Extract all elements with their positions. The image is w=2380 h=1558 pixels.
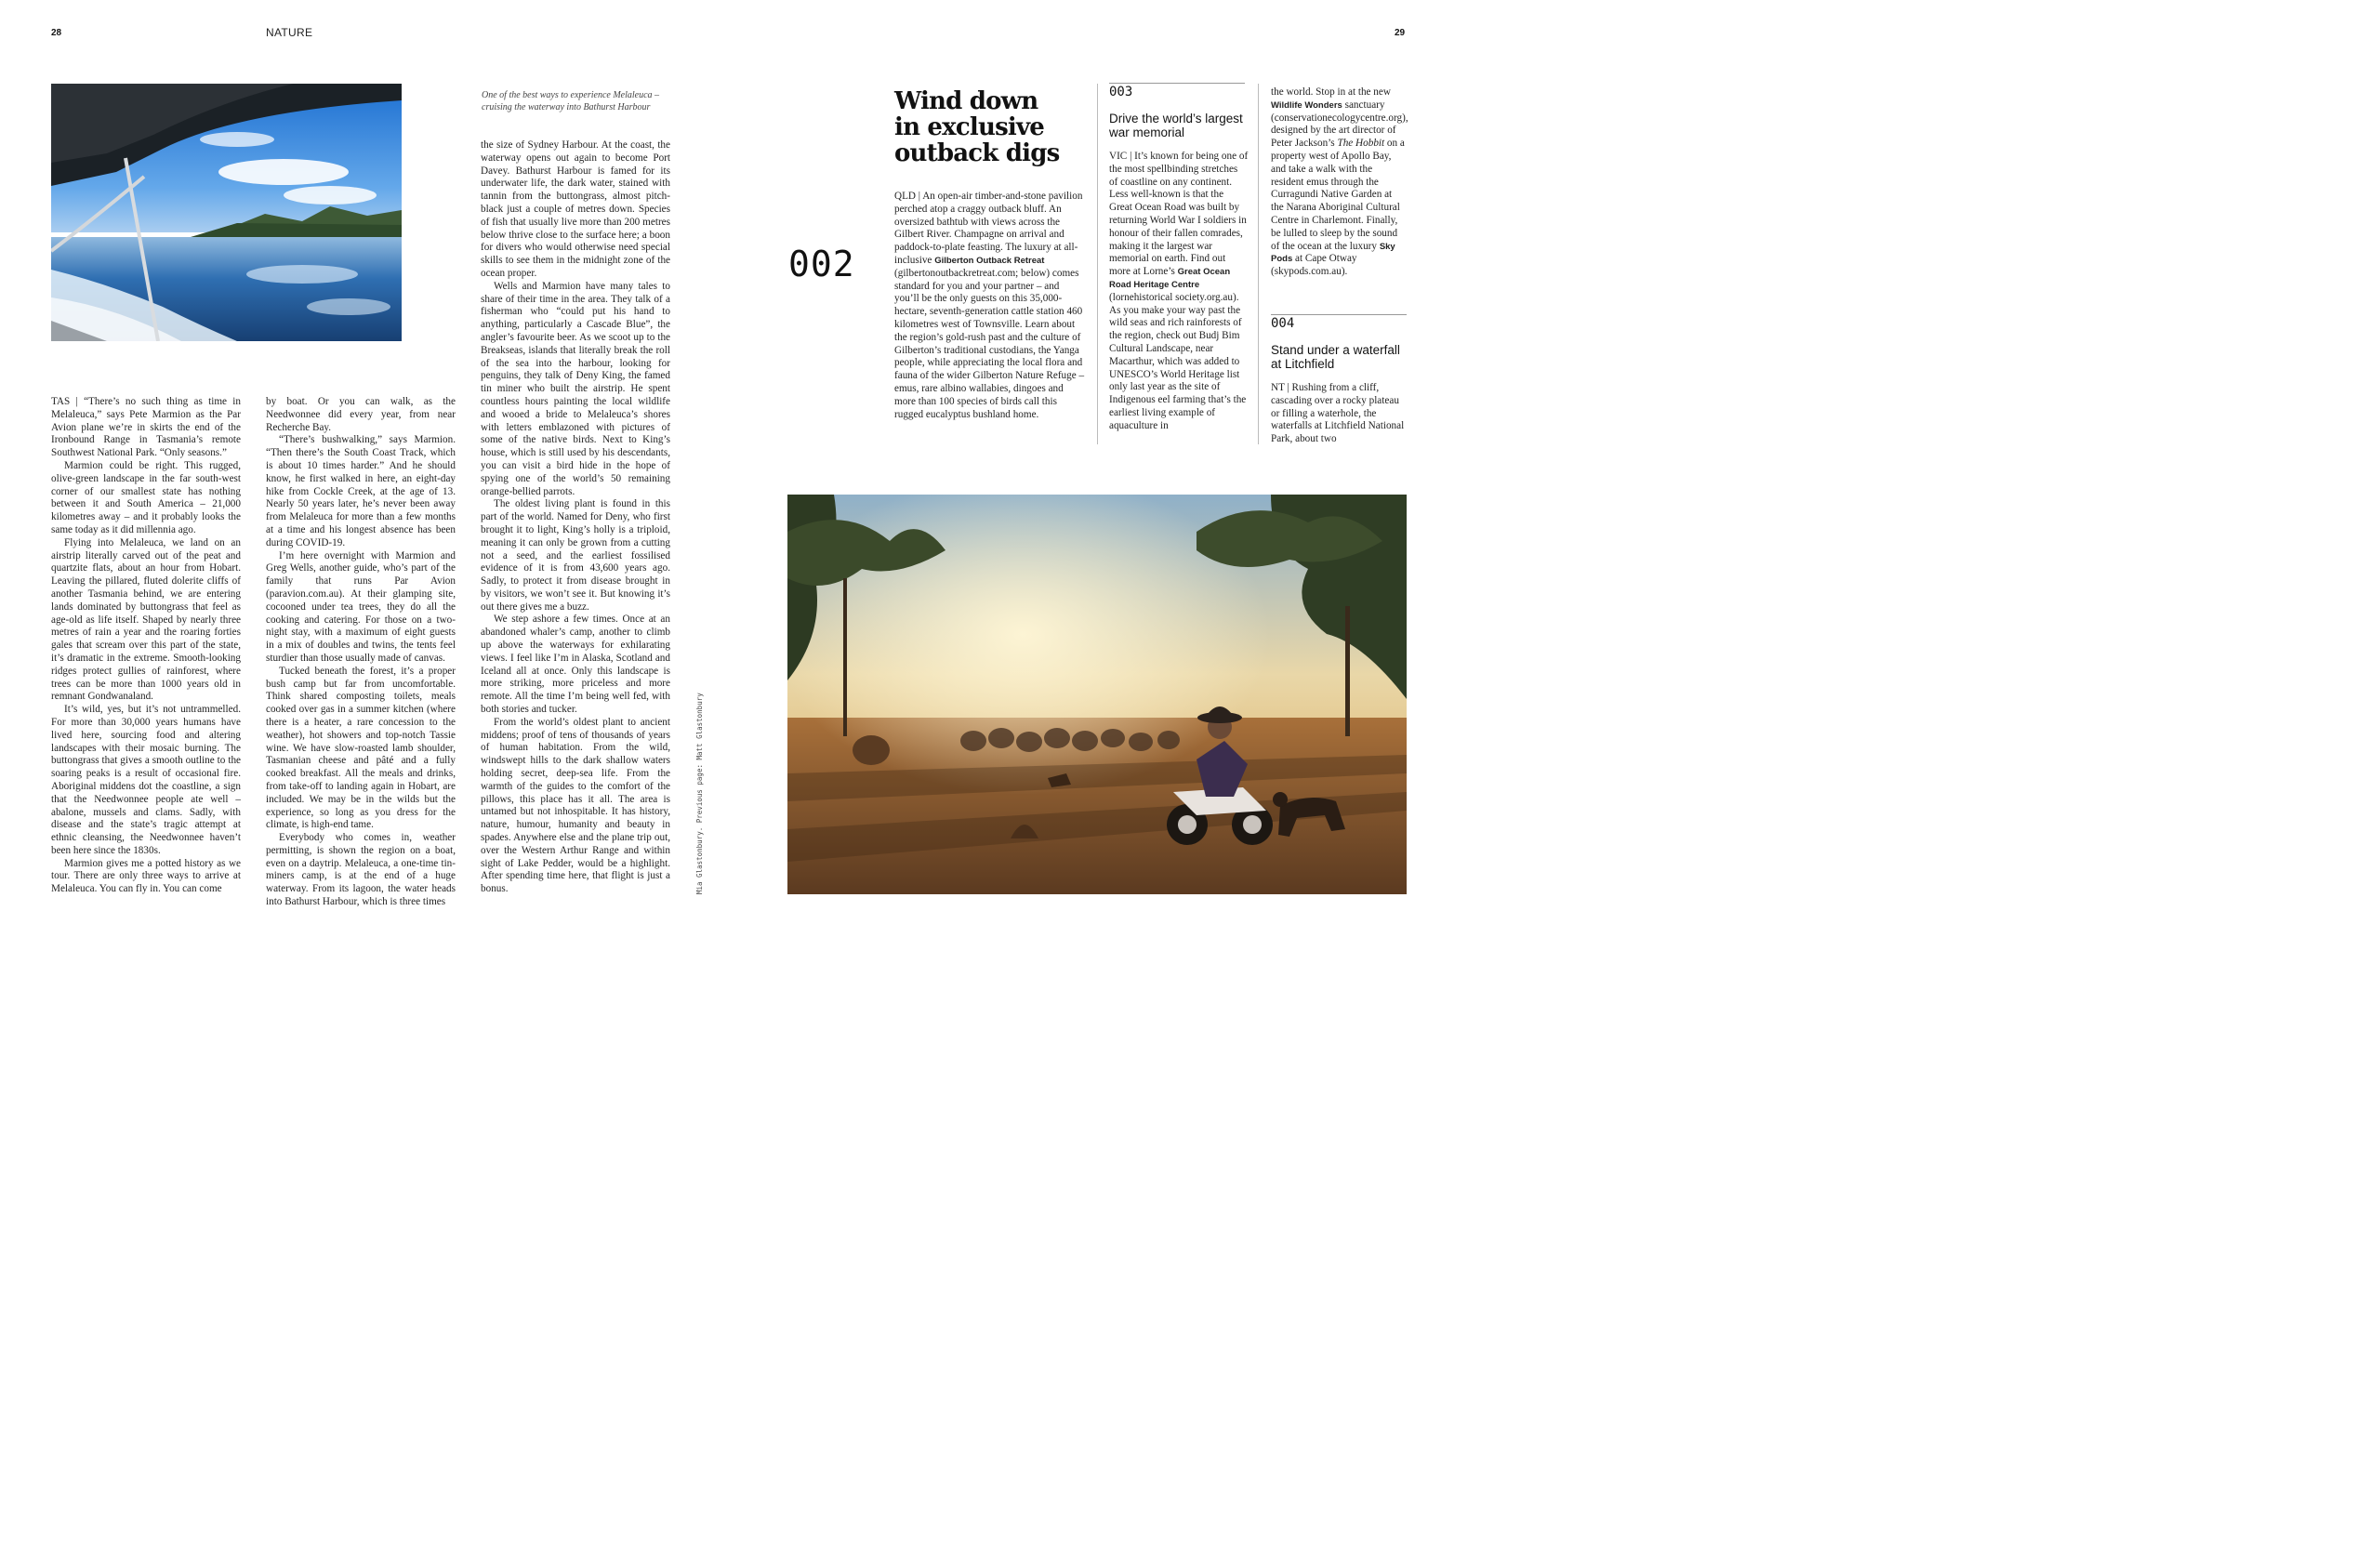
- item-003-body: [1109, 151, 1249, 433]
- item-number-004: 004: [1271, 316, 1295, 331]
- body-text: QLD | An open-air timber-and-stone pavilion perched atop a craggy outback bluff. An oversized bathtub with views across the Gilbert River. Champagne on arrival and paddock-to-plate feasting. The luxury at all-inclusive: [894, 191, 1083, 266]
- headline-line: Wind down: [894, 87, 1038, 115]
- venue-name: Great Ocean Road Heritage Centre: [1109, 267, 1231, 290]
- item-004-rule: [1271, 314, 1407, 315]
- paragraph: From the world’s oldest plant to ancient middens; proof of tens of thousands of years of human habitation. From the wild, windswept hills to the dark shallow waters holding secret, deep-sea life. From the warmth of the guides to the comfort of the pillows, this place has it all. The area is untamed but not inhospitable. It has history, nature, humour, humanity and beauty in spades. Anywhere else and the plane trip out, over the Western Arthur Range and within sight of Lake Pedder, would be a highlight. After spending time here, that flight is just a bonus.: [481, 716, 670, 895]
- paragraph: “There’s bushwalking,” says Marmion. “Then there’s the South Coast Track, which is about 10 times harder.” And he should know, he first walked in here, an eight-day hike from Cockle Creek, at the age of 13. Nearly 50 years later, he’s never been away from Melaleuca for more than a few months at a time and his longest absence has been during COVID-19.: [266, 434, 456, 548]
- venue-name: Sky Pods: [1271, 241, 1395, 265]
- item-number-003: 003: [1109, 85, 1133, 99]
- paragraph: Everybody who comes in, weather permitting, is shown the region on a boat, even on a daytrip. Melaleuca, a one-time tin-miners camp, is at the end of a huge waterway. From its lagoon, the water heads into Bathurst Harbour, which is three times: [266, 832, 456, 908]
- body-text: the world. Stop in at the new: [1271, 86, 1391, 98]
- photo-caption: One of the best ways to experience Melaleuca – cruising the waterway into Bathurst Harbour: [482, 90, 660, 112]
- paragraph: We step ashore a few times. Once at an abandoned whaler’s camp, another to climb up above the waterways for exhilarating views. I feel like I’m in Alaska, Scotland and Iceland all at once. Only this landscape is more striking, more priceless and more remote. All the time I’m being well fed, with both stories and tucker.: [481, 614, 670, 716]
- section-name: NATURE: [266, 26, 313, 39]
- item-number-002: 002: [788, 244, 855, 284]
- item-003-rule: [1109, 83, 1245, 84]
- venue-name: Wildlife Wonders: [1271, 99, 1342, 111]
- photo-credit: Mia Glastonbury. Previous page: Matt Glastonbury: [695, 693, 704, 894]
- right-page-number: 29: [1395, 28, 1406, 38]
- paragraph: Wells and Marmion have many tales to share of their time in the area. They talk of a fisherman who “could put his hand to anything, particularly a Cascade Blue”, the angler’s favourite beer. As we scoot up to the Breakseas, islands that literally break the roll of the sea into the harbour, looking for penguins, they talk of Deny King, the famed tin miner who built the airstrip. He spent countless hours painting the local wildlife and wooed a bride to Melaleuca’s shores with letters emblazoned with pictures of some of the native birds. Next to King’s house, which is still used by his descendants, you can visit a bird hide in the hope of spying one of the world’s 50 remaining orange-bellied parrots.: [481, 280, 670, 497]
- venue-name: Gilberton Outback Retreat: [934, 255, 1045, 266]
- paragraph: the size of Sydney Harbour. At the coast, the waterway opens out again to become Port Davey. Bathurst Harbour is famed for its underwater life, the dark water, stained with tannin from the buttongrass, almost pitch-black just a couple of metres down. Species of fish that usually live more than 200 metres below thrive close to the surface here; a boon for divers who would otherwise need special skills to see them in the midnight zone of the ocean proper.: [481, 139, 670, 279]
- headline-line: in exclusive: [894, 113, 1045, 141]
- body-text: on a property west of Apollo Bay, and take a walk with the resident emus through the Curragundi Native Garden at the Narana Aboriginal Cultural Centre in Charlemont. Finally, be lulled to sleep by the sound of the ocean at the luxury: [1271, 138, 1405, 252]
- paragraph: The oldest living plant is found in this part of the world. Named for Deny, who first brought it to light, King’s holly is a triploid, meaning it can only be grown from a cutting not a seed, and the earliest fossilised evidence of it is from 43,600 years ago. Sadly, to protect it from disease brought in by visitors, we won’t see it. But knowing it’s out there gives me a buzz.: [481, 498, 670, 613]
- left-page-number: 28: [51, 28, 62, 38]
- body-text: sanctuary (conservationecologycentre.org), designed by the art director of Peter Jackson’s: [1271, 99, 1408, 150]
- body-text: (gilbertonoutbackretreat.com; below) comes standard for you and your partner – and you’ll be the only guests on this 35,000-hectare, seventh-generation cattle station 460 kilometres west of Townsville. Learn about the region’s gold-rush past and the culture of Gilberton’s traditional custodians, the Yanga people, while appreciating the local flora and fauna of the wider Gilberton Nature Refuge – emus, rare albino wallabies, dingoes and more than 100 species of birds call this rugged eucalyptus bushland home.: [894, 267, 1085, 420]
- outback-motorbike-cattle-photo: [787, 495, 1407, 894]
- body-text: (lornehistorical society.org.au). As you make your way past the wild seas and rich rainforests of the region, check out Budj Bim Cultural Landscape, near Macarthur, which was added to UNESCO’s World Heritage list only last year as the site of Indigenous eel farming that’s the earliest living example of aquaculture in: [1109, 291, 1247, 431]
- item-002-body: [894, 191, 1086, 421]
- paragraph: TAS | “There’s no such thing as time in Melaleuca,” says Pete Marmion as the Par Avion plane we’re in skirts the end of the Ironbound Range in Tasmania’s remote Southwest National Park. “Only seasons.”: [51, 396, 241, 459]
- item-002-headline: [894, 88, 1090, 166]
- film-title: The Hobbit: [1337, 138, 1385, 150]
- paragraph: Marmion could be right. This rugged, olive-green landscape in the far south-west corner of our smallest state has nothing between it and South America – 21,000 kilometres away – and it probably looks the same today as it did millennia ago.: [51, 459, 241, 535]
- item-003-body-continued: [1271, 86, 1407, 279]
- paragraph: It’s wild, yes, but it’s not untrammelled. For more than 30,000 years humans have lived here, sourcing food and altering landscapes with their mosaic burning. The buttongrass that gives a smooth outline to the soaring peaks is a result of occasional fire. Aboriginal middens dot the coastline, a sign that the Needwonnee people ate well – abalone, mussels and clams. Sadly, with disease and the state’s tragic attempt at ethnic cleansing, the Needwonnee haven’t been here since the 1830s.: [51, 704, 241, 856]
- article-column-2: [266, 396, 456, 909]
- item-003-subhead: Drive the world’s largest war memorial: [1109, 112, 1243, 139]
- paragraph: Marmion gives me a potted history as we tour. There are only three ways to arrive at Melaleuca. You can fly in. You can come: [51, 857, 241, 895]
- article-column-1: [51, 396, 241, 896]
- article-column-3: [481, 139, 670, 896]
- boat-waterway-photo: [51, 84, 402, 341]
- item-004-subhead: Stand under a waterfall at Litchfield: [1271, 343, 1400, 371]
- headline-line: outback digs: [894, 139, 1060, 167]
- paragraph: Tucked beneath the forest, it’s a proper bush camp but far from uncomfortable. Think shared composting toilets, meals cooked over gas in a summer kitchen (where there is a heater, a rare concession to the weather), hot showers and top-notch Tassie wine. We have slow-roasted lamb shoulder, Tasmanian cheese and pâté and a fully cooked breakfast. All the meals and drinks, from take-off to landing again in Hobart, are included. We may be in the wilds but the experience, so long as you dress for the climate, is high-end tame.: [266, 665, 456, 831]
- paragraph: I’m here overnight with Marmion and Greg Wells, another guide, who’s part of the family that runs Par Avion (paravion.com.au). At their glamping site, cocooned under tea trees, they do all the cooking and catering. For those on a two-night stay, with a maximum of eight guests in a mix of doubles and twins, the tents feel sturdier than those usually made of canvas.: [266, 549, 456, 664]
- body-text: at Cape Otway (skypods.com.au).: [1271, 253, 1357, 278]
- column-divider: [1097, 84, 1098, 444]
- item-004-body: NT | Rushing from a cliff, cascading over a rocky plateau or filling a waterhole, the waterfalls at Litchfield National Park, about two: [1271, 382, 1405, 445]
- paragraph: by boat. Or you can walk, as the Needwonnee did every year, from near Recherche Bay.: [266, 396, 456, 433]
- body-text: VIC | It’s known for being one of the most spellbinding stretches of coastline on any continent. Less well-known is that the Great Ocean Road was built by returning World War I soldiers in honour of their fallen comrades, making it the largest war memorial on earth. Find out more at Lorne’s: [1109, 151, 1249, 278]
- paragraph: Flying into Melaleuca, we land on an airstrip literally carved out of the peat and quartzite flats, about an hour from Hobart. Leaving the pillared, fluted dolerite cliffs of another Tasmania behind, we are entering lands dominated by buttongrass that feel as age-old as life itself. Shaped by nearly three metres of rain a year and the roaring forties gales that scream over this part of the state, it’s dramatic in the extreme. Smooth-looking ridges protect gullies of rainforest, where trees can be more than 1000 years old in remnant Gondwanaland.: [51, 536, 241, 703]
- column-divider: [1258, 84, 1259, 444]
